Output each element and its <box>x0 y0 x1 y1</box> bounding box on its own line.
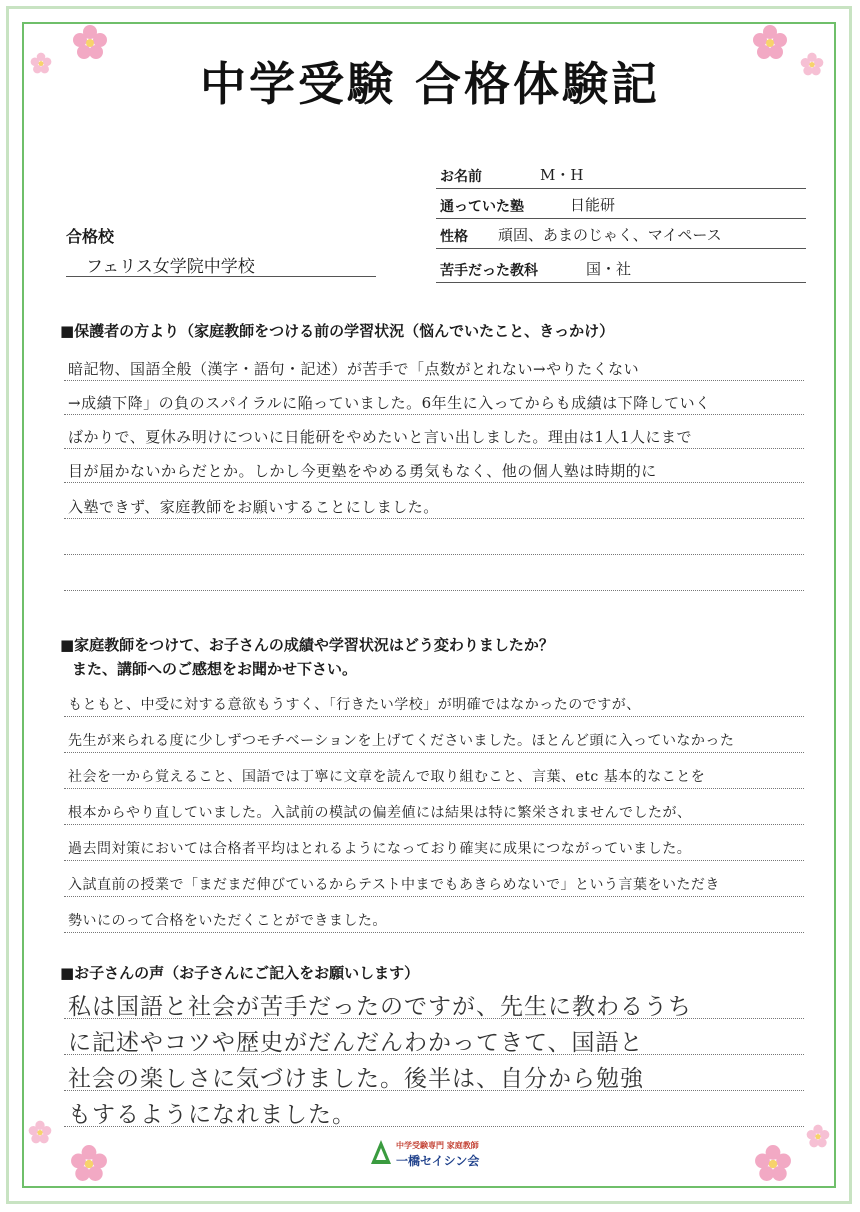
page-title: 中学受験 合格体験記 <box>199 57 660 111</box>
handwritten-line: 社会の楽しさに気づけました。後半は、自分から勉強 <box>68 1066 644 1092</box>
name-row <box>436 162 806 189</box>
rule-line <box>64 482 804 483</box>
weak-subject-label: 苦手だった教科 <box>440 263 538 279</box>
parent-after-subheading: また、講師へのご感想をお聞かせ下さい。 <box>72 660 358 678</box>
rule-line <box>64 752 804 753</box>
rule-line <box>64 414 804 415</box>
handwritten-line: 入塾できず、家庭教師をお願いすることにしました。 <box>68 498 439 516</box>
mountain-logo-icon <box>370 1138 392 1168</box>
personality-row <box>436 222 806 249</box>
personality-value: 頑固、あまのじゃく、マイペース <box>498 226 722 244</box>
rule-line <box>64 932 804 933</box>
rule-line <box>64 448 804 449</box>
handwritten-line: 勢いにのって合格をいただくことができました。 <box>68 913 387 929</box>
parent-before-heading: ■保護者の方より（家庭教師をつける前の学習状況（悩んでいたこと、きっかけ） <box>60 322 615 340</box>
school-label: 合格校 <box>66 227 115 246</box>
handwritten-line: 社会を一から覚えること、国語では丁寧に文章を読んで取り組むこと、言葉、etc 基本的なことを <box>68 769 706 785</box>
child-voice-heading: ■お子さんの声（お子さんにご記入をお願いします） <box>60 964 420 982</box>
juku-row <box>436 192 806 219</box>
handwritten-line: もするようになれました。 <box>68 1102 356 1128</box>
handwritten-line: ばかりで、夏休み明けについに日能研をやめたいと言い出しました。理由は1人1人にまで <box>68 428 692 446</box>
parent-after-heading: ■家庭教師をつけて、お子さんの成績や学習状況はどう変わりましたか？ <box>60 636 554 654</box>
handwritten-line: 目が届かないからだとか。しかし今更塾をやめる勇気もなく、他の個人塾は時期的に <box>68 462 657 480</box>
rule-line <box>64 716 804 717</box>
name-label: お名前 <box>440 169 482 185</box>
handwritten-line: 先生が来られる度に少しずつモチベーションを上げてくださいました。ほとんど頭に入っていなかった <box>68 733 735 749</box>
handwritten-line: 暗記物、国語全般（漢字・語句・記述）が苦手で「点数がとれない→やりたくない <box>68 360 640 378</box>
personality-label: 性格 <box>440 229 468 245</box>
rule-line <box>64 380 804 381</box>
rule-line <box>64 824 804 825</box>
juku-value: 日能研 <box>570 196 616 214</box>
handwritten-line: 私は国語と社会が苦手だったのですが、先生に教わるうち <box>68 994 692 1020</box>
rule-line <box>64 788 804 789</box>
handwritten-line: もともと、中受に対する意欲もうすく、「行きたい学校」が明確ではなかったのですが、 <box>68 697 641 713</box>
handwritten-line: 過去問対策においては合格者平均はとれるようになっており確実に成果につながっていました。 <box>68 841 692 857</box>
handwritten-line: に記述やコツや歴史がだんだんわかってきて、国語と <box>68 1030 644 1056</box>
company-logo <box>370 1136 510 1176</box>
rule-line <box>64 518 804 519</box>
logo-name: 一橋セイシン会 <box>396 1154 480 1168</box>
flower-decoration-icon <box>70 1144 108 1182</box>
rule-line <box>64 860 804 861</box>
handwritten-line: 根本からやり直していました。入試前の模試の偏差値には結果は特に繁栄されませんでしたが、 <box>68 805 692 821</box>
rule-line <box>64 554 804 555</box>
handwritten-line: →成績下降」の負のスパイラルに陥っていました。6年生に入ってからも成績は下降していく <box>68 394 711 412</box>
flower-decoration-icon <box>28 1120 52 1144</box>
rule-line <box>64 590 804 591</box>
school-underline <box>66 276 376 277</box>
flower-decoration-icon <box>754 1144 792 1182</box>
rule-line <box>64 896 804 897</box>
school-value: フェリス女学院中学校 <box>86 257 255 277</box>
name-value: M・H <box>540 166 584 184</box>
weak-subject-value: 国・社 <box>586 260 632 278</box>
handwritten-line: 入試直前の授業で「まだまだ伸びているからテスト中までもあきらめないで」という言葉をいただき <box>68 877 720 893</box>
logo-tagline: 中学受験専門 家庭教師 <box>396 1141 479 1150</box>
juku-label: 通っていた塾 <box>440 199 524 215</box>
weak-subject-row <box>436 256 806 283</box>
